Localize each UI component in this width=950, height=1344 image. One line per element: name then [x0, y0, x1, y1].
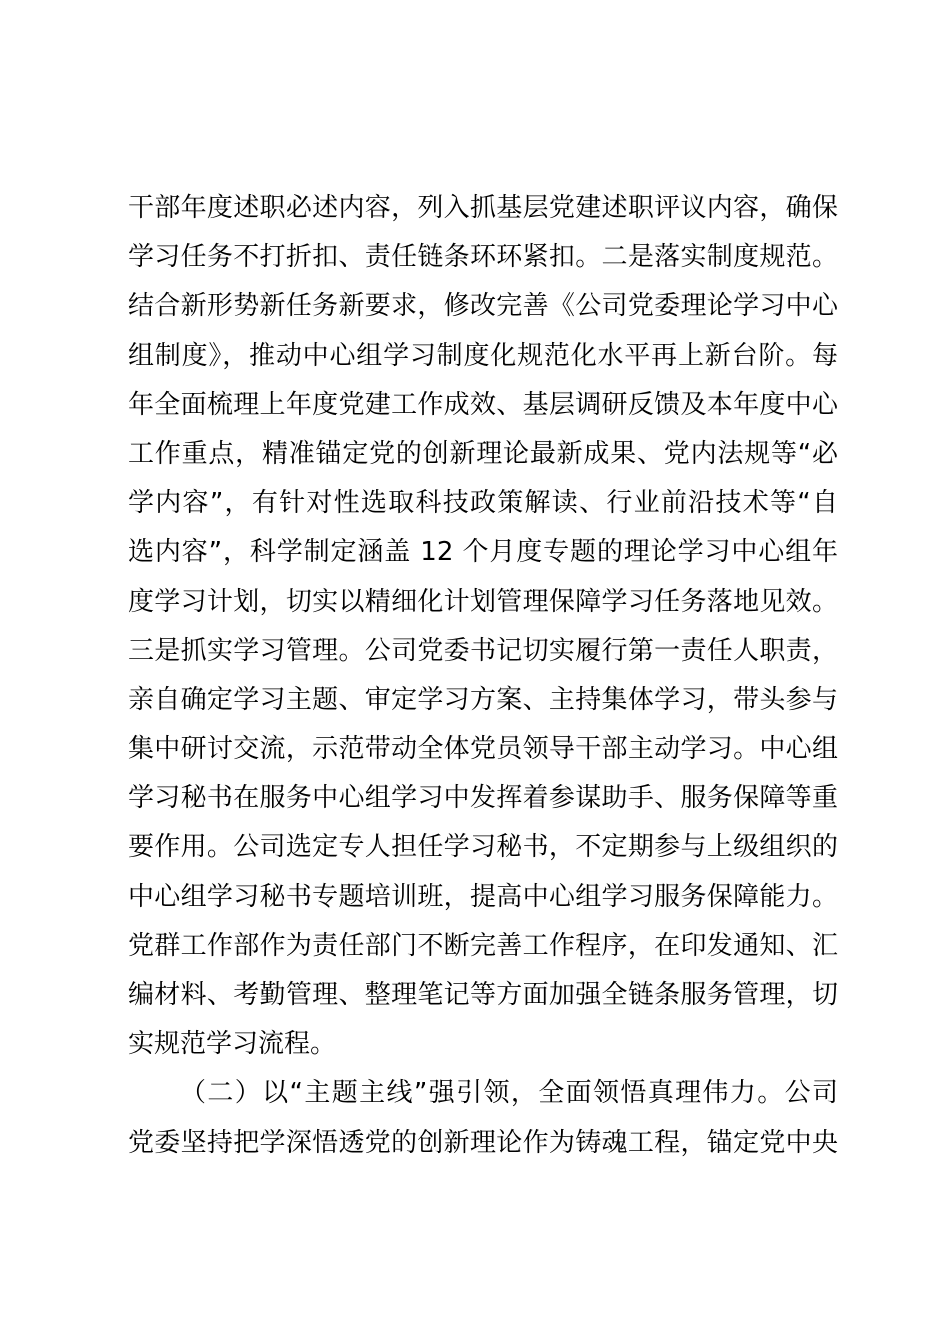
paragraph-line: 亲自确定学习主题、审定学习方案、主持集体学习，带头参与	[128, 684, 838, 715]
paragraph-line: 党群工作部作为责任部门不断完善工作程序，在印发通知、汇	[128, 930, 838, 961]
paragraph-line: 编材料、考勤管理、整理笔记等方面加强全链条服务管理，切	[128, 980, 838, 1010]
paragraph-line: 中心组学习秘书专题培训班，提高中心组学习服务保障能力。	[128, 881, 838, 912]
paragraph-line: 组制度》，推动中心组学习制度化规范化水平再上新台阶。每	[128, 340, 838, 371]
paragraph-line: 结合新形势新任务新要求，修改完善《公司党委理论学习中心	[128, 291, 838, 322]
paragraph-line: 干部年度述职必述内容，列入抓基层党建述职评议内容，确保	[128, 193, 838, 223]
paragraph-line: 工作重点，精准锚定党的创新理论最新成果、党内法规等“必	[128, 438, 838, 469]
paragraph-1	[128, 184, 838, 1069]
paragraph-line: 实规范学习流程。	[128, 1029, 337, 1060]
paragraph-line: 学习秘书在服务中心组学习中发挥着参谋助手、服务保障等重	[128, 783, 838, 814]
paragraph-line: 三是抓实学习管理。公司党委书记切实履行第一责任人职责，	[128, 635, 838, 666]
paragraph-line: 学习任务不打折扣、责任链条环环紧扣。二是落实制度规范。	[128, 242, 838, 273]
paragraph-line: 度学习计划，切实以精细化计划管理保障学习任务落地见效。	[128, 586, 838, 617]
paragraph-line: 选内容”，科学制定涵盖 12 个月度专题的理论学习中心组年	[128, 537, 838, 568]
document-body	[128, 184, 838, 1168]
paragraph-line: 党委坚持把学深悟透党的创新理论作为铸魂工程，锚定党中央	[128, 1127, 838, 1158]
paragraph-line: 要作用。公司选定专人担任学习秘书，不定期参与上级组织的	[128, 832, 838, 863]
paragraph-line: （二）以“主题主线”强引领，全面领悟真理伟力。公司	[180, 1078, 838, 1109]
paragraph-line: 集中研讨交流，示范带动全体党员领导干部主动学习。中心组	[128, 734, 838, 765]
paragraph-2	[128, 1069, 838, 1167]
paragraph-line: 年全面梳理上年度党建工作成效、基层调研反馈及本年度中心	[128, 389, 838, 420]
paragraph-line: 学内容”，有针对性选取科技政策解读、行业前沿技术等“自	[128, 488, 838, 519]
